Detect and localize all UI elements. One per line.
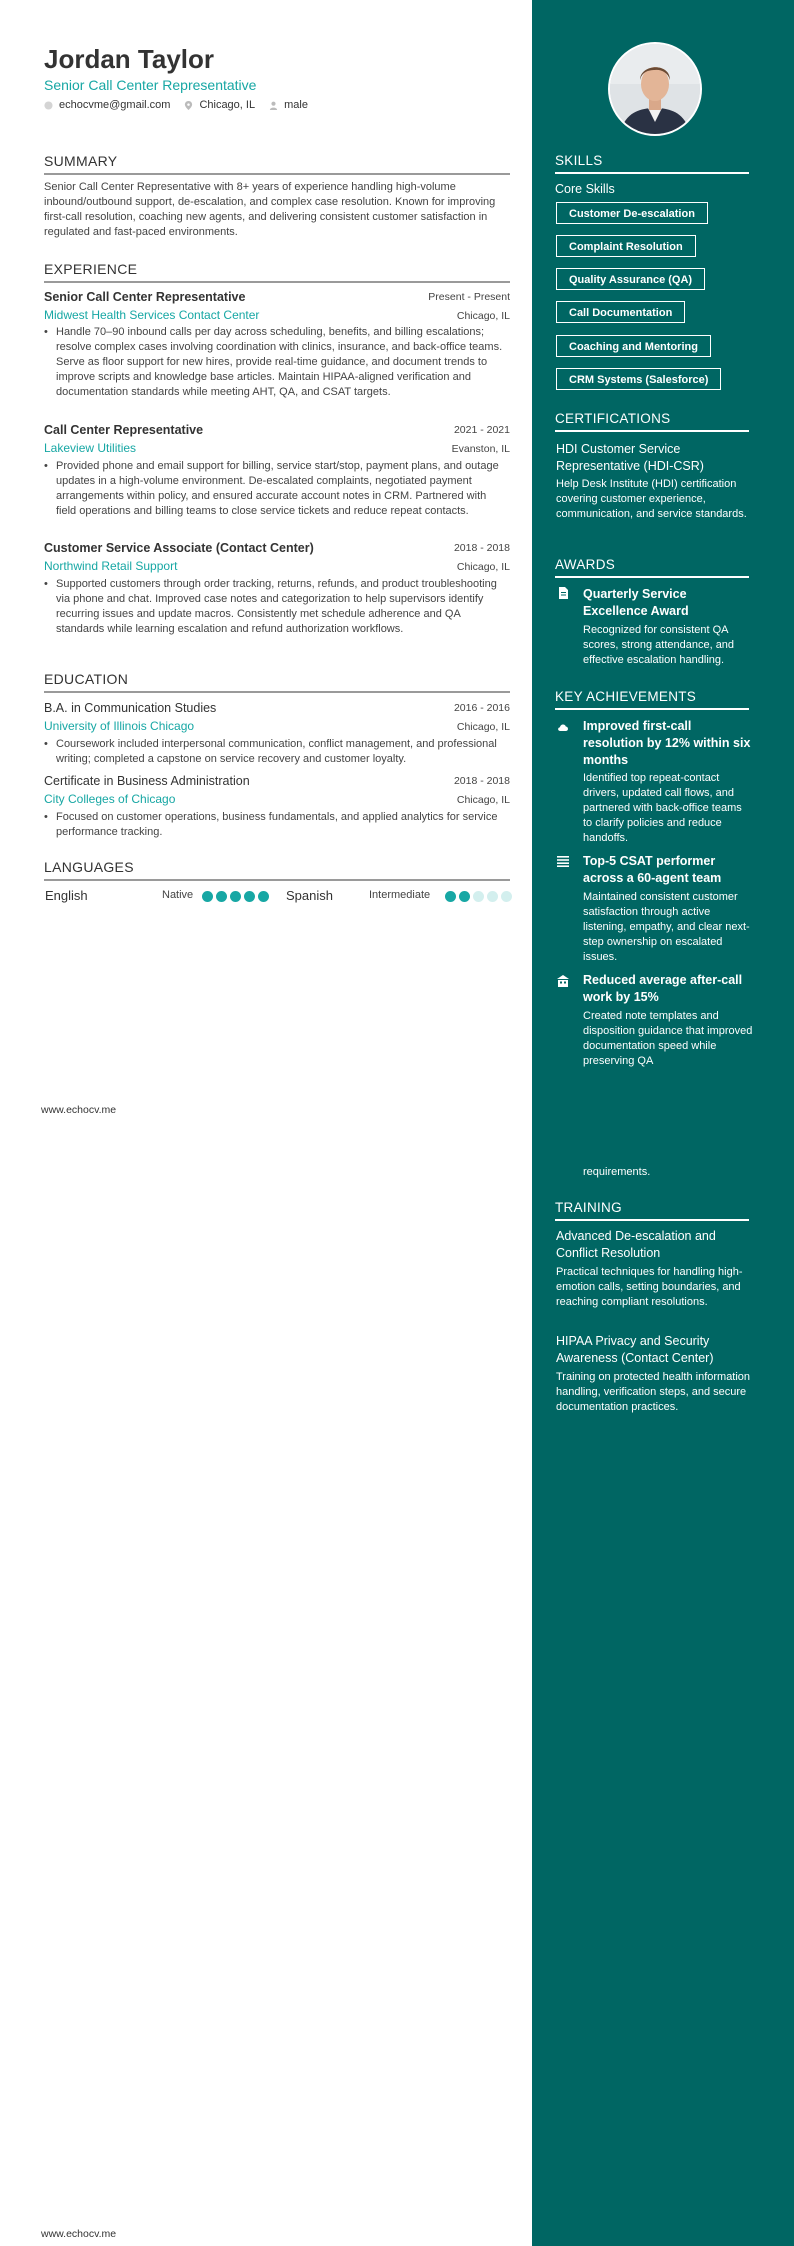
award-title: Quarterly Service Excellence Award xyxy=(583,587,689,618)
language-level: Native xyxy=(162,889,194,901)
document-icon xyxy=(557,587,569,599)
location-pin-icon xyxy=(184,101,193,110)
list-icon xyxy=(557,855,569,867)
job-bullet: • Provided phone and email support for billing, service start/stop, payment plans, and outage updates in a high-volume environment. De-escalated complaints, negotiated payment arrangements within policy, and ensured accurate account notes in CRM. Partnered with field operations and billing teams to close service tickets and reduce repeat contacts. xyxy=(56,459,508,519)
email-icon xyxy=(44,101,53,110)
contact-row xyxy=(44,99,308,111)
job-title: Call Center Representative xyxy=(44,423,204,437)
skill-chip: Customer De-escalation xyxy=(556,202,708,224)
achievements-heading: KEY ACHIEVEMENTS xyxy=(555,689,749,710)
award-text: Recognized for consistent QA scores, strong attendance, and effective escalation handling. xyxy=(583,624,735,666)
skills-heading: SKILLS xyxy=(555,153,749,174)
education-location: Chicago, IL xyxy=(456,721,510,733)
candidate-title: Senior Call Center Representative xyxy=(44,77,257,93)
email-text: echocvme@gmail.com xyxy=(59,99,171,111)
skill-chip: Call Documentation xyxy=(556,301,685,323)
job-company: Lakeview Utilities xyxy=(44,441,137,455)
footer-link[interactable]: www.echocv.me xyxy=(41,1104,117,1116)
job-title: Senior Call Center Representative xyxy=(44,290,246,304)
awards-heading: AWARDS xyxy=(555,557,749,578)
rating-dot xyxy=(258,891,269,902)
education-school: City Colleges of Chicago xyxy=(44,792,176,806)
skill-chip: Quality Assurance (QA) xyxy=(556,268,705,290)
rating-dot xyxy=(501,891,512,902)
achievement-text: Identified top repeat-contact drivers, updated call flows, and partnered with back-office teams to clarify policies and reduce handoffs. xyxy=(583,772,742,844)
training-text: Training on protected health information handling, verification steps, and secure documentation practices. xyxy=(556,1371,751,1413)
achievement-text: Maintained consistent customer satisfaction through active listening, empathy, and clear next-step ownership on escalated issues. xyxy=(583,891,750,963)
contact-location xyxy=(184,99,255,111)
education-heading: EDUCATION xyxy=(44,671,510,693)
skill-chip: Coaching and Mentoring xyxy=(556,335,711,357)
education-degree: B.A. in Communication Studies xyxy=(44,701,217,715)
education-location: Chicago, IL xyxy=(456,794,510,806)
education-bullet: • Focused on customer operations, business fundamentals, and applied analytics for service performance tracking. xyxy=(56,810,508,840)
achievement-text: Created note templates and disposition guidance that improved documentation speed while preserving QA xyxy=(583,1010,753,1067)
achievement-text-continued: requirements. xyxy=(583,1166,651,1178)
training-heading: TRAINING xyxy=(555,1200,749,1221)
certification-text: Help Desk Institute (HDI) certification covering customer experience, communication, and service standards. xyxy=(556,478,747,520)
achievement-title: Improved first-call resolution by 12% within six months xyxy=(583,719,751,767)
training-title: HIPAA Privacy and Security Awareness (Contact Center) xyxy=(556,1334,714,1365)
avatar-portrait-icon xyxy=(610,44,700,134)
rating-dot xyxy=(202,891,213,902)
job-bullet: • Handle 70–90 inbound calls per day across scheduling, benefits, and billing escalations; resolve complex cases involving coordination with clinics, insurance, and back-office teams. Serve as floor support for new hires, provide real-time guidance, and document trends to improve scripts and knowledge base articles. Maintain HIPAA-aligned verification and documentation standards while meeting AHT, QA, and CSAT targets. xyxy=(56,325,508,400)
certifications-heading: CERTIFICATIONS xyxy=(555,411,749,432)
language-level: Intermediate xyxy=(369,889,431,901)
education-bullet: • Coursework included interpersonal communication, conflict management, and professional writing; completed a capstone on service recovery and customer loyalty. xyxy=(56,737,508,767)
job-dates: 2018 - 2018 xyxy=(453,542,510,554)
achievement-title: Top-5 CSAT performer across a 60-agent team xyxy=(583,854,722,885)
cloud-icon xyxy=(557,721,569,733)
avatar xyxy=(608,42,702,136)
rating-dot xyxy=(487,891,498,902)
job-location: Chicago, IL xyxy=(456,561,510,573)
skill-chip: CRM Systems (Salesforce) xyxy=(556,368,721,390)
building-icon xyxy=(557,975,569,987)
person-icon xyxy=(269,101,278,110)
rating-dot xyxy=(445,891,456,902)
job-location: Chicago, IL xyxy=(456,310,510,322)
skills-group-title: Core Skills xyxy=(555,182,615,196)
skill-chip: Complaint Resolution xyxy=(556,235,696,257)
job-dates: Present - Present xyxy=(428,291,510,303)
job-company: Midwest Health Services Contact Center xyxy=(44,308,260,322)
education-dates: 2018 - 2018 xyxy=(453,775,510,787)
job-company: Northwind Retail Support xyxy=(44,559,178,573)
job-location: Evanston, IL xyxy=(451,443,510,455)
contact-email[interactable] xyxy=(44,99,170,111)
rating-dot xyxy=(244,891,255,902)
candidate-name: Jordan Taylor xyxy=(44,44,215,74)
rating-dot xyxy=(473,891,484,902)
job-dates: 2021 - 2021 xyxy=(453,424,510,436)
certification-title: HDI Customer Service Representative (HDI-CSR) xyxy=(556,442,704,473)
job-bullet: • Supported customers through order tracking, returns, refunds, and product troubleshooting via phone and chat. Improved case notes and categorization to help supervisors identify recurring issues and update macros. Consistently met schedule adherence and QA standards while learning escalation and refund authorization workflows. xyxy=(56,577,508,637)
languages-heading: LANGUAGES xyxy=(44,859,510,881)
education-dates: 2016 - 2016 xyxy=(453,702,510,714)
training-title: Advanced De-escalation and Conflict Resolution xyxy=(556,1229,716,1260)
footer-link[interactable]: www.echocv.me xyxy=(41,2228,117,2240)
gender-text: male xyxy=(284,99,308,111)
summary-heading: SUMMARY xyxy=(44,153,510,175)
training-text: Practical techniques for handling high-emotion calls, setting boundaries, and reaching compliant resolutions. xyxy=(556,1266,743,1308)
language-name: English xyxy=(45,888,88,903)
summary-text: Senior Call Center Representative with 8+ years of experience handling high-volume inbound/outbound support, de-escalation, and complex case resolution. Known for improving first-call resolution, coaching new agents, and delivering consistent customer satisfaction in regulated and fast-paced environments. xyxy=(44,181,496,238)
rating-dot xyxy=(230,891,241,902)
language-name: Spanish xyxy=(286,888,333,903)
achievement-title: Reduced average after-call work by 15% xyxy=(583,973,743,1004)
education-degree: Certificate in Business Administration xyxy=(44,774,250,788)
location-text: Chicago, IL xyxy=(199,99,256,111)
experience-heading: EXPERIENCE xyxy=(44,261,510,283)
rating-dot xyxy=(216,891,227,902)
contact-gender xyxy=(269,99,308,111)
job-title: Customer Service Associate (Contact Center) xyxy=(44,541,314,555)
education-school: University of Illinois Chicago xyxy=(44,719,195,733)
rating-dot xyxy=(459,891,470,902)
languages-row xyxy=(44,888,510,908)
